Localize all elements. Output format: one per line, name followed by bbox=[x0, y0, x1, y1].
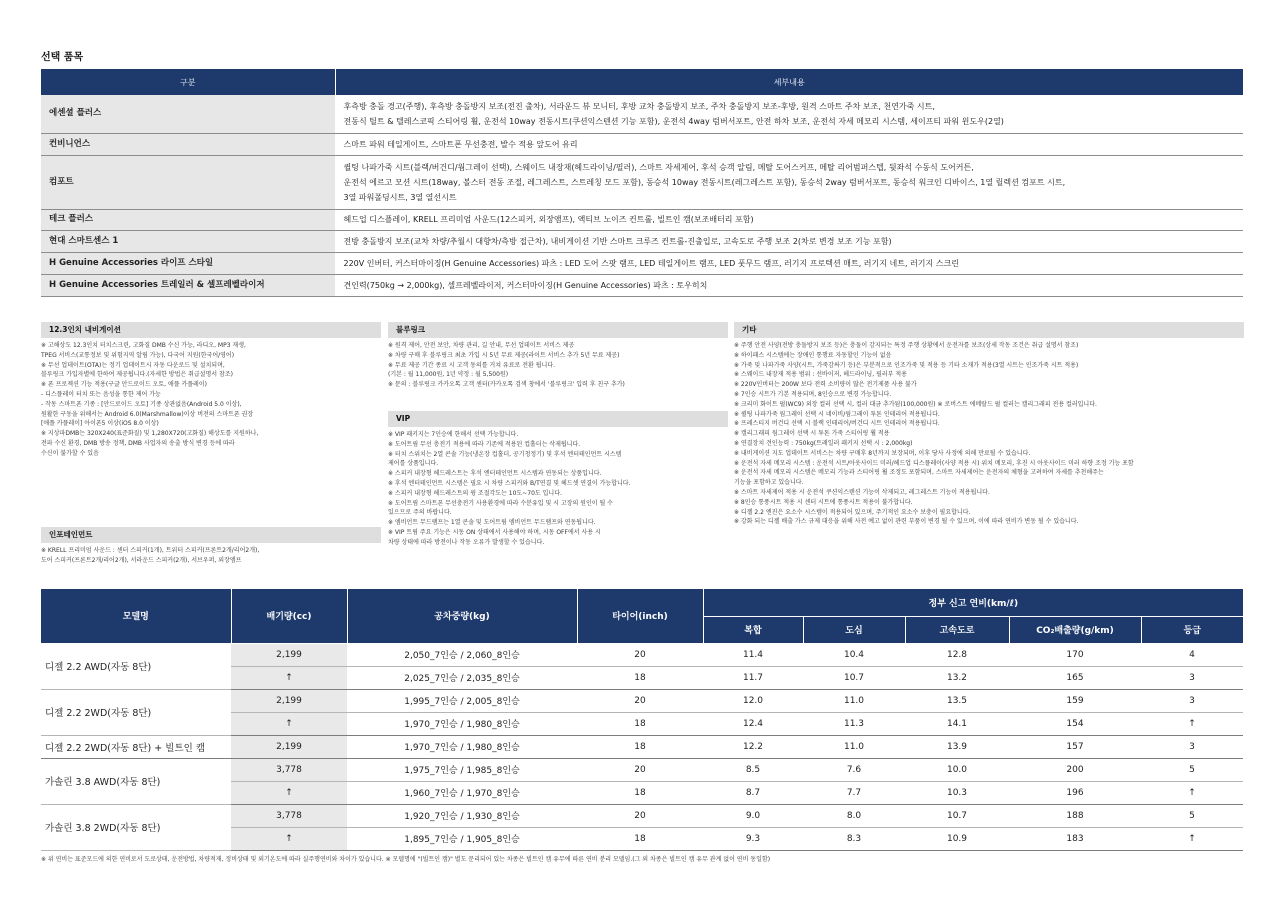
fuel-header-co2: CO₂배출량(g/km) bbox=[1009, 616, 1141, 643]
nav-notes-text: ※ 고해상도 12.3인치 터치스크린, 고화질 DMB 수신 가능, 라디오, MP3 재생, TPEG 서비스(교통정보 및 위험지역 알림 가능), 다국어 지원(한국어/영어) ※ 무선 업데이트(OTA)는 정기 업데이트시 자동 다운로드 및 설치되며, 블루링크 가입자별에 한하여 제공됩니다.(자세한 방법은 취급설명서 참조) ※ 폰 프로젝션 기능 적용(구글 안드로이드 오토, 애플 카플레이) - 디스플레이 터치 또는 음성을 통한 제어 가능 - 작동 스마트폰 기종 : [안드로이드 오토] 기종 상관없음(Android 5.0 이상), 원활한 구동을 위해서는 Android 6.0(Marshmallow)이상 버전의 스마트폰 권장 [애플 카플레이] 아이폰5 이상(iOS 8.0 이상) ※ 지상파DMB는 320X240(표준화질) 및 1,280X720(고화질) 해상도를 지원하나, 전파 수신 환경, DMB 방송 정책, DMB 사업자의 송출 방식 변경 등에 따라 수신이 불가할 수 있음 bbox=[41, 342, 259, 457]
fuel-header-row-1 bbox=[41, 589, 1243, 616]
fuel-grade: ↑ bbox=[1141, 712, 1243, 735]
options-header-row bbox=[41, 69, 1243, 95]
fuel-combined: 12.2 bbox=[703, 735, 803, 758]
fuel-city: 11.0 bbox=[803, 689, 905, 712]
fuel-co2: 188 bbox=[1009, 804, 1141, 827]
option-detail: 견인력(750kg → 2,000kg), 셀프레벨라이저, 커스터마이징(H Genuine Accessories) 파츠 : 토우히치 bbox=[335, 274, 1243, 296]
fuel-grade: 5 bbox=[1141, 758, 1243, 781]
options-row bbox=[41, 274, 1243, 296]
option-detail: 220V 인버터, 커스터마이징(H Genuine Accessories) 파츠 : LED 도어 스팟 램프, LED 테일게이트 램프, LED 풋무드 램프, 러기지 프로텍션 매트, 러기지 네트, 러기지 스크린 bbox=[335, 252, 1243, 274]
fuel-co2: 200 bbox=[1009, 758, 1141, 781]
fuel-tire: 20 bbox=[577, 689, 703, 712]
fuel-row bbox=[41, 804, 1243, 827]
vip-notes-title: VIP bbox=[388, 411, 728, 427]
fuel-city: 8.0 bbox=[803, 804, 905, 827]
fuel-city: 8.3 bbox=[803, 827, 905, 850]
fuel-tire: 18 bbox=[577, 666, 703, 689]
fuel-grade: 3 bbox=[1141, 689, 1243, 712]
fuel-row bbox=[41, 643, 1243, 666]
fuel-combined: 11.7 bbox=[703, 666, 803, 689]
fuel-combined: 9.3 bbox=[703, 827, 803, 850]
option-detail: 후측방 충돌 경고(주행), 후측방 충돌방지 보조(전진 출차), 서라운드 뷰 모니터, 후방 교차 충돌방지 보조, 주차 충돌방지 보조-후방, 원격 스마트 주차 보조, 천연가죽 시트, 전동식 틸트 & 텔레스코픽 스티어링 휠, 운전석 10way 전동시트(쿠션익스텐션 기능 포함), 운전석 4way 럼버서포트, 안전 하차 보조, 운전석 자세 메모리 시스템, 세이프티 파워 윈도우(2열) bbox=[335, 95, 1243, 133]
fuel-header-combined: 복합 bbox=[703, 616, 803, 643]
fuel-city: 11.0 bbox=[803, 735, 905, 758]
fuel-row bbox=[41, 689, 1243, 712]
page-title: 선택 품목 bbox=[41, 52, 84, 63]
fuel-weight: 1,995_7인승 / 2,005_8인승 bbox=[347, 689, 577, 712]
fuel-displacement: 2,199 bbox=[231, 689, 347, 712]
fuel-co2: 196 bbox=[1009, 781, 1141, 804]
option-detail: 스마트 파워 테일게이트, 스마트폰 무선충전, 발수 적용 앞도어 유리 bbox=[335, 133, 1243, 155]
option-name: H Genuine Accessories 트레일러 & 셀프레벨라이저 bbox=[41, 274, 335, 296]
notes-column-vip bbox=[388, 411, 728, 548]
nav-notes-title: 12.3인치 내비게이션 bbox=[41, 322, 381, 338]
fuel-row bbox=[41, 758, 1243, 781]
notes-column-etc bbox=[734, 322, 1244, 527]
fuel-header-city: 도심 bbox=[803, 616, 905, 643]
fuel-model: 디젤 2.2 AWD(자동 8단) bbox=[41, 643, 231, 689]
fuel-city: 7.7 bbox=[803, 781, 905, 804]
fuel-header-grade: 등급 bbox=[1141, 616, 1243, 643]
etc-notes-title: 기타 bbox=[734, 322, 1244, 338]
bluelink-notes-title: 블루링크 bbox=[388, 322, 728, 338]
fuel-highway: 13.9 bbox=[905, 735, 1009, 758]
fuel-highway: 13.5 bbox=[905, 689, 1009, 712]
options-row bbox=[41, 95, 1243, 133]
fuel-header-displacement: 배기량(cc) bbox=[231, 589, 347, 643]
bluelink-notes-text: ※ 원격 제어, 안전 보안, 차량 관리, 길 안내, 무선 업데이트 서비스 제공 ※ 차량 구매 후 블루링크 최초 가입 시 5년 무료 제공(라이트 서비스 추가 5년 무료 제공) ※ 무료 제공 기간 종료 시 고객 동의를 거쳐 유료로 전환 됩니다. (기본 : 월 11,000원, 1년 약정 : 월 5,500원) ※ 문의 : 블루링크 카카오톡 고객 센터(카카오톡 검색 창에서 '블루링크' 입력 후 친구 추가) bbox=[388, 342, 625, 389]
fuel-displacement: 2,199 bbox=[231, 735, 347, 758]
fuel-highway: 10.9 bbox=[905, 827, 1009, 850]
fuel-tire: 18 bbox=[577, 735, 703, 758]
fuel-co2: 170 bbox=[1009, 643, 1141, 666]
fuel-city: 11.3 bbox=[803, 712, 905, 735]
option-detail: 헤드업 디스플레이, KRELL 프리미엄 사운드(12스피커, 외장앰프), 액티브 노이즈 컨트롤, 빌트인 캠(보조배터리 포함) bbox=[335, 209, 1243, 230]
infotainment-notes-title: 인포테인먼트 bbox=[41, 527, 381, 543]
fuel-co2: 157 bbox=[1009, 735, 1141, 758]
fuel-highway: 10.3 bbox=[905, 781, 1009, 804]
fuel-grade: 3 bbox=[1141, 666, 1243, 689]
fuel-grade: 4 bbox=[1141, 643, 1243, 666]
fuel-combined: 9.0 bbox=[703, 804, 803, 827]
fuel-tire: 18 bbox=[577, 781, 703, 804]
option-name: H Genuine Accessories 라이프 스타일 bbox=[41, 252, 335, 274]
fuel-combined: 8.5 bbox=[703, 758, 803, 781]
fuel-highway: 13.2 bbox=[905, 666, 1009, 689]
option-name: 컨비니언스 bbox=[41, 133, 335, 155]
fuel-displacement: 3,778 bbox=[231, 758, 347, 781]
option-name: 에센셜 플러스 bbox=[41, 95, 335, 133]
fuel-model: 가솔린 3.8 2WD(자동 8단) bbox=[41, 804, 231, 850]
fuel-city: 10.7 bbox=[803, 666, 905, 689]
fuel-combined: 11.4 bbox=[703, 643, 803, 666]
fuel-tire: 20 bbox=[577, 643, 703, 666]
option-name: 현대 스마트센스 1 bbox=[41, 230, 335, 252]
fuel-header-weight: 공차중량(kg) bbox=[347, 589, 577, 643]
fuel-header-highway: 고속도로 bbox=[905, 616, 1009, 643]
notes-column-bluelink bbox=[388, 322, 728, 390]
fuel-displacement: ↑ bbox=[231, 712, 347, 735]
fuel-header-group: 정부 신고 연비(km/ℓ) bbox=[703, 589, 1243, 616]
options-row bbox=[41, 252, 1243, 274]
options-row bbox=[41, 230, 1243, 252]
fuel-highway: 10.7 bbox=[905, 804, 1009, 827]
fuel-weight: 2,025_7인승 / 2,035_8인승 bbox=[347, 666, 577, 689]
fuel-weight: 1,920_7인승 / 1,930_8인승 bbox=[347, 804, 577, 827]
etc-notes-text: ※ 주행 안전 사양(전방 충돌방지 보조 등)은 충돌이 감지되는 특정 주행 상황에서 운전자를 보조(상세 작동 조건은 취급 설명서 참조) ※ 하이패스 시스템에는 장애인 통행료 자동할인 기능이 없음 ※ 가죽 및 나파가죽 사양(시트, 가죽감싸기 등)은 부분적으로 인조가죽 및 적용 등 기타 소재가 적용(3열 시트는 인조가죽 시트 적용) ※ 스웨이드 내장재 적용 범위 : 선바이저, 헤드라이닝, 필러부 적용 ※ 220V인버터는 200W 보다 전력 소비량이 많은 전기제품 사용 불가 ※ 7인승 시트가 기본 적용되며, 8인승으로 변경 가능합니다. ※ 크리미 화이트 펄(WC9) 외장 컬러 선택 시, 컬러 대금 추가됨(100,000원) ※ 로버스트 에메랄드 펄 컬러는 캘리그래피 전용 컬러입니다. ※ 퀼팅 나파가죽 웜그레이 선택 시 네이비/웜그레이 투톤 인테리어 적용됩니다. ※ 프레스티지 버건디 선택 시 블랙 인테리어/버건디 시트 인테리어 적용됩니다. ※ 캘리그래피 웜그레이 선택 시 투톤 가죽 스티어링 휠 적용 ※ 연결장치 견인능력 : 750kg(트레일러 패키지 선택 시 : 2,000kg) ※ 내비게이션 지도 업데이트 서비스는 차량 구매후 8년까지 보장되며, 이후 당사 사정에 의해 만료될 수 있습니다. ※ 운전석 자세 메모리 시스템 : 운전석 시트/아웃사이드 미러/헤드업 디스플레이(사양 적용 시) 위치 메모리, 후진 시 아웃사이드 미러 하향 조정 기능 포함 ※ 운전석 자세 메모리 시스템은 메모리 기능과 스티어링 휠 조정도 포함되며, 스마트 자세제어는 운전자의 체형을 고려하여 자세를 추천해주는 기능을 포함하고 있습니다. ※ 스마트 자세제어 적용 시 운전석 쿠션익스텐션 기능이 삭제되고, 레그레스트 기능이 적용됩니다. ※ 8인승 통풍시트 적용 시 센터 시트에 통풍시트 적용이 불가합니다. ※ 디젤 2.2 엔진은 요소수 시스템이 적용되어 있으며, 주기적인 요소수 보충이 필요합니다. ※ 강화 되는 디젤 배출 가스 규제 대응을 위해 사전 예고 없이 관련 부품이 변경 될 수 있으며, 이에 따라 연비가 변동 될 수 있습니다. bbox=[734, 342, 1134, 526]
option-name: 테크 플러스 bbox=[41, 209, 335, 230]
options-row bbox=[41, 155, 1243, 209]
notes-column-nav bbox=[41, 322, 381, 459]
fuel-header-model: 모델명 bbox=[41, 589, 231, 643]
fuel-row bbox=[41, 735, 1243, 758]
fuel-economy-table bbox=[41, 589, 1243, 851]
fuel-weight: 1,960_7인승 / 1,970_8인승 bbox=[347, 781, 577, 804]
fuel-model: 디젤 2.2 2WD(자동 8단) + 빌트인 캠 bbox=[41, 735, 231, 758]
fuel-displacement: 2,199 bbox=[231, 643, 347, 666]
fuel-tire: 20 bbox=[577, 758, 703, 781]
vip-notes-text: ※ VIP 패키지는 7인승에 한해서 선택 가능합니다. ※ 도어트림 무선 충전기 적용에 따라 기존에 적용된 컵홀더는 삭제됩니다. ※ 터치 스위치는 2열 콘솔 기능(냉온장 컵홀더, 공기청정기) 및 후석 엔터테인먼트 시스템 제어를 상품입니다. ※ 스피커 내장형 헤드레스트는 후석 엔터테인먼트 시스템과 연동되는 상품입니다. ※ 후석 엔터테인먼트 시스템은 필요 시 차량 스피커와 B/T연결 및 헤드셋 연결이 가능합니다. ※ 스피커 내장형 헤드레스트의 윙 조절각도는 10도~70도 입니다. ※ 도어트림 스마트폰 무선충전기 사용환경에 따라 수분유입 및 시 고장의 원인이 될 수 있으므로 주의 바랍니다. ※ 엠비언트 무드램프는 1열 콘솔 및 도어트림 엠비언트 무드램프와 연동됩니다. ※ VIP 트림 주요 기능은 시동 ON 상태에서 사용해야 하며, 시동 OFF에서 사용 시 차량 상태에 따라 방전이나 작동 오류가 발생할 수 있습니다. bbox=[388, 431, 631, 546]
fuel-co2: 159 bbox=[1009, 689, 1141, 712]
fuel-highway: 10.0 bbox=[905, 758, 1009, 781]
fuel-combined: 8.7 bbox=[703, 781, 803, 804]
fuel-tire: 18 bbox=[577, 827, 703, 850]
fuel-header-tire: 타이어(inch) bbox=[577, 589, 703, 643]
options-table bbox=[41, 69, 1243, 297]
fuel-displacement: ↑ bbox=[231, 666, 347, 689]
options-row bbox=[41, 209, 1243, 230]
fuel-highway: 14.1 bbox=[905, 712, 1009, 735]
fuel-city: 7.6 bbox=[803, 758, 905, 781]
options-header-category: 구분 bbox=[41, 69, 335, 95]
fuel-grade: 5 bbox=[1141, 804, 1243, 827]
fuel-grade: ↑ bbox=[1141, 781, 1243, 804]
infotainment-notes-text: ※ KRELL 프리미엄 사운드 : 센터 스피커(1개), 트위터 스피커(프론트2개/리어2개), 도어 스피커(프론트2개/리어2개), 서라운드 스피커(2개), 서브우퍼, 외장앰프 bbox=[41, 547, 260, 564]
fuel-displacement: 3,778 bbox=[231, 804, 347, 827]
option-detail: 퀼팅 나파가죽 시트(블랙/버건디/웜그레이 선택), 스웨이드 내장재(헤드라이닝/필러), 스마트 자세제어, 후석 승객 알림, 메탈 도어스커프, 메탈 리어범퍼스텝, 뒷좌석 수동식 도어커튼, 운전석 에르고 모션 시트(18way, 볼스터 전동 조절, 레그레스트, 스트레칭 모드 포함), 동승석 10way 전동시트(레그레스트 포함), 동승석 2way 럼버서포트, 동승석 워크인 디바이스, 1열 릴렉션 컴포트 시트, 3열 파워폴딩시트, 3열 열선시트 bbox=[335, 155, 1243, 209]
fuel-co2: 183 bbox=[1009, 827, 1141, 850]
fuel-co2: 154 bbox=[1009, 712, 1141, 735]
fuel-tire: 18 bbox=[577, 712, 703, 735]
options-header-detail: 세부내용 bbox=[335, 69, 1243, 95]
fuel-model: 가솔린 3.8 AWD(자동 8단) bbox=[41, 758, 231, 804]
fuel-combined: 12.0 bbox=[703, 689, 803, 712]
fuel-weight: 1,975_7인승 / 1,985_8인승 bbox=[347, 758, 577, 781]
fuel-weight: 2,050_7인승 / 2,060_8인승 bbox=[347, 643, 577, 666]
fuel-grade: ↑ bbox=[1141, 827, 1243, 850]
fuel-co2: 165 bbox=[1009, 666, 1141, 689]
fuel-highway: 12.8 bbox=[905, 643, 1009, 666]
notes-column-infotainment bbox=[41, 527, 381, 566]
fuel-combined: 12.4 bbox=[703, 712, 803, 735]
fuel-grade: 3 bbox=[1141, 735, 1243, 758]
fuel-weight: 1,970_7인승 / 1,980_8인승 bbox=[347, 735, 577, 758]
fuel-footnote: ※ 위 연비는 표준모드에 의한 연비로서 도로상태, 운전방법, 차량적재, 정비상태 및 외기온도에 따라 실주행연비와 차이가 있습니다. ※ 모델명에 "(빌트인 캠)" 별도 문리되어 있는 차종은 빌트인 캠 유무에 따른 연비 분리 모델임.(그 외 차종은 빌트인 캠 유무 관계 없이 연비 동일함) bbox=[41, 856, 771, 863]
fuel-weight: 1,970_7인승 / 1,980_8인승 bbox=[347, 712, 577, 735]
fuel-displacement: ↑ bbox=[231, 781, 347, 804]
fuel-displacement: ↑ bbox=[231, 827, 347, 850]
option-detail: 전방 충돌방지 보조(교차 차량/추월시 대향차/측방 접근차), 내비게이션 기반 스마트 크루즈 컨트롤-진출입로, 고속도로 주행 보조 2(차로 변경 보조 기능 포함) bbox=[335, 230, 1243, 252]
fuel-weight: 1,895_7인승 / 1,905_8인승 bbox=[347, 827, 577, 850]
fuel-tire: 20 bbox=[577, 804, 703, 827]
fuel-model: 디젤 2.2 2WD(자동 8단) bbox=[41, 689, 231, 735]
option-name: 컴포트 bbox=[41, 155, 335, 209]
fuel-city: 10.4 bbox=[803, 643, 905, 666]
options-row bbox=[41, 133, 1243, 155]
